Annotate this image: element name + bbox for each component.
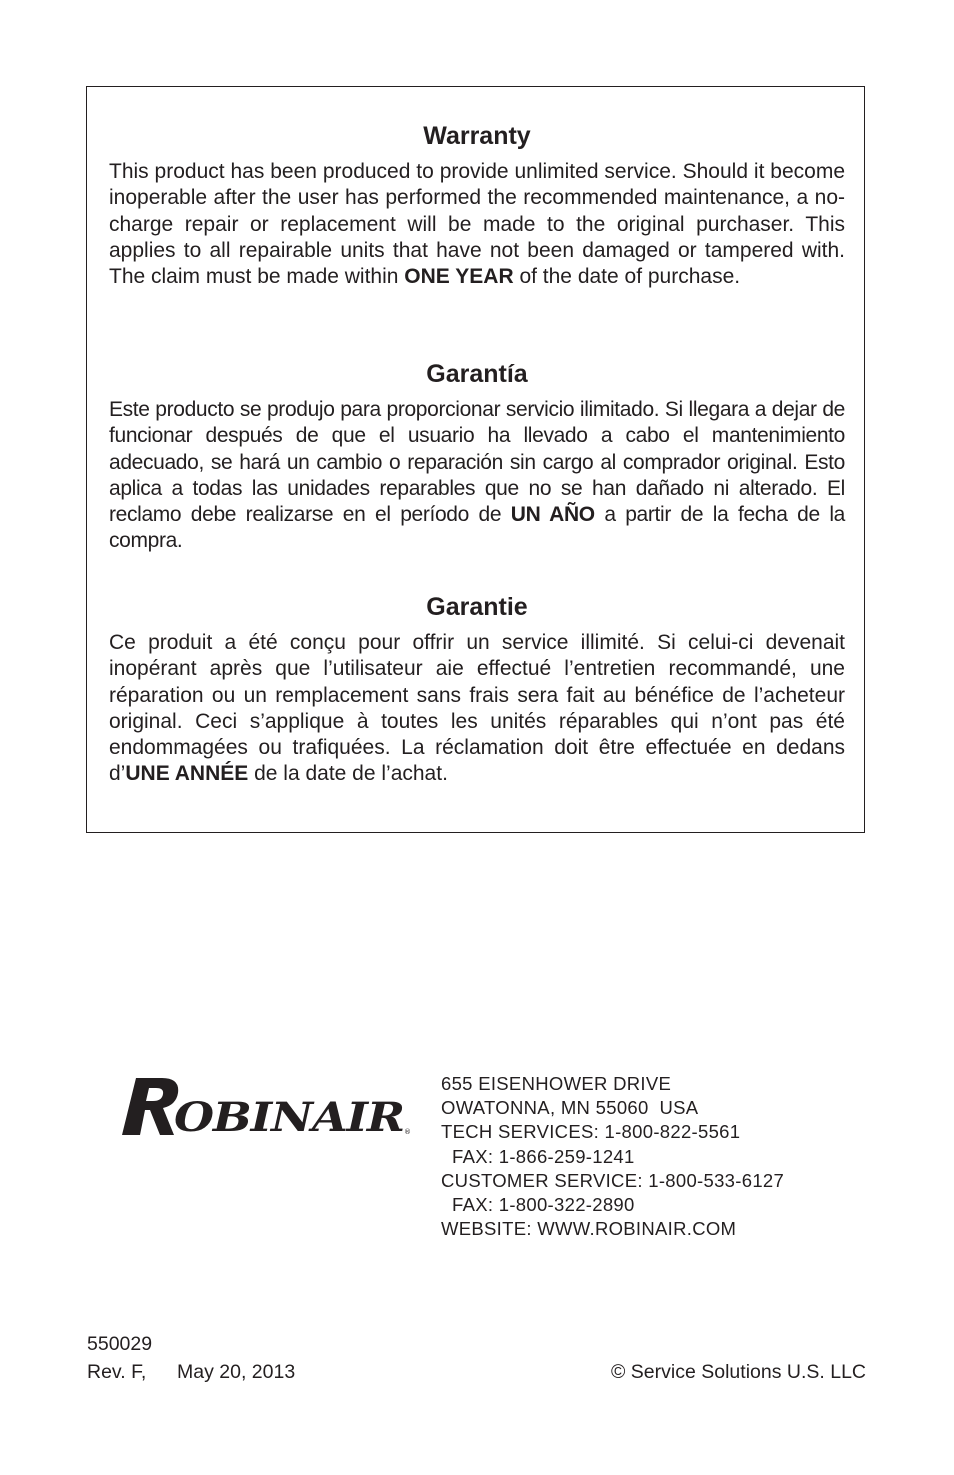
registered-mark: ® xyxy=(404,1128,411,1136)
street-address: 655 EISENHOWER DRIVE xyxy=(441,1073,672,1094)
warranty-period-english: ONE YEAR xyxy=(404,265,514,289)
website: WEBSITE: WWW.ROBINAIR.COM xyxy=(441,1218,737,1240)
warranty-text-spanish: Este producto se produjo para proporcionar servicio ilimitado. Si llegara a dejar de funcionar después de que el usuario ha llevado a cabo el mantenimiento adecuado, se hará un cambio o reparación sin cargo al comprador original. Esto aplica a todas las unidades reparables que no se han dañado ni alterado. El reclamo debe realizarse en el período de UN AÑO a partir de la fecha de la compra. xyxy=(109,398,846,553)
warranty-box xyxy=(86,86,865,833)
warranty-title-spanish: Garantía xyxy=(426,360,528,388)
revision-line xyxy=(87,1358,295,1386)
warranty-section-english xyxy=(109,121,845,290)
robinair-logo xyxy=(122,1076,414,1138)
warranty-text-french: Ce produit a été conçu pour offrir un service illimité. Si celui-ci devenait inopérant après que l’utilisateur aie effectué l’entretien recommandé, une réparation ou un remplacement sans frais sera fait au bénéfice de l’acheteur original. Ceci s’applique à toutes les unités réparables qui n’ont pas été endommagées ou trafiquées. La réclamation doit être effectuée en dedans d’UNE ANNÉE de la date de l’achat. xyxy=(109,631,845,786)
warranty-period-french: UNE ANNÉE xyxy=(125,762,249,786)
warranty-period-spanish: UN AÑO xyxy=(510,503,595,527)
document-info xyxy=(87,1330,295,1386)
revision-date: May 20, 2013 xyxy=(177,1361,296,1383)
customer-service-fax: FAX: 1-800-322-2890 xyxy=(452,1194,635,1216)
revision: Rev. F, xyxy=(87,1361,147,1383)
warranty-section-french xyxy=(109,592,845,788)
company-address-block xyxy=(441,1072,784,1241)
logo-wordmark: OBINAIR xyxy=(174,1094,404,1138)
city-state-zip: OWATONNA, MN 55060 USA xyxy=(441,1097,699,1119)
tech-services-fax: FAX: 1-866-259-1241 xyxy=(452,1145,635,1167)
warranty-text-english: This product has been produced to provide unlimited service. Should it become inoperable after the user has performed the recommended maintenance, a no-charge repair or replacement will be made to the original purchaser. This applies to all repairable units that have not been damaged or tampered with. The claim must be made within ONE YEAR of the date of purchase. xyxy=(109,160,845,289)
warranty-title-english: Warranty xyxy=(423,122,531,150)
warranty-section-spanish xyxy=(109,359,845,555)
tech-services-phone: TECH SERVICES: 1-800-822-5561 xyxy=(441,1121,741,1143)
copyright: © Service Solutions U.S. LLC xyxy=(611,1361,866,1383)
customer-service-phone: CUSTOMER SERVICE: 1-800-533-6127 xyxy=(441,1169,785,1191)
part-number: 550029 xyxy=(87,1333,153,1355)
warranty-title-french: Garantie xyxy=(426,593,528,621)
